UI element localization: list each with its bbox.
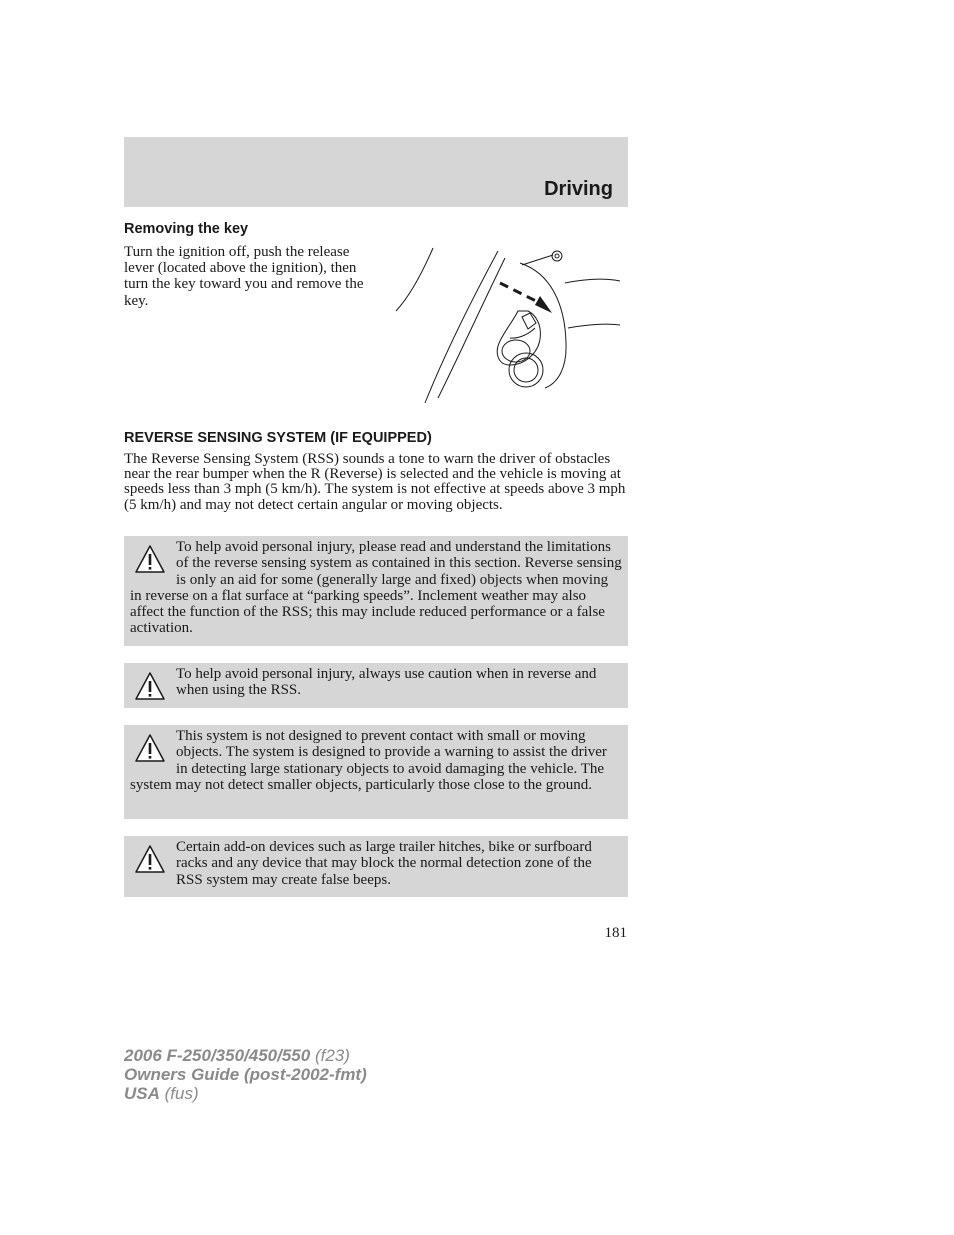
page-number: 181: [604, 925, 627, 941]
section-title: Driving: [544, 178, 613, 200]
warning-box-1: [124, 536, 628, 646]
footer-market-code: (fus): [164, 1084, 199, 1103]
ignition-key-release-illustration: [390, 243, 625, 408]
warning-triangle-icon: [134, 543, 166, 575]
warning-triangle-icon: [134, 732, 166, 764]
rss-heading: REVERSE SENSING SYSTEM (IF EQUIPPED): [124, 430, 432, 446]
warning-text-1: To help avoid personal injury, please read and understand the limitations of the reverse sensing system as contained in this section. Reverse sensing is only an aid for some (generally large and fixed) objects when moving in reverse on a flat surface at “parking speeds”. Inclement weather may also affect the function of the RSS; this may include reduced performance or a false activation.: [130, 539, 622, 637]
section-header-band: [124, 137, 628, 207]
removing-key-text: Turn the ignition off, push the release lever (located above the ignition), then turn the key toward you and remove the key.: [124, 244, 364, 309]
warning-box-4: [124, 836, 628, 897]
warning-text-4: Certain add-on devices such as large trailer hitches, bike or surfboard racks and any device that may block the normal detection zone of the RSS system may create false beeps.: [176, 839, 592, 888]
footer-line-3: [124, 1084, 367, 1103]
footer-line-2: [124, 1065, 367, 1084]
footer-model: 2006 F-250/350/450/550: [124, 1046, 311, 1065]
footer-market: USA: [124, 1084, 160, 1103]
footer-guide-title: Owners Guide (post-2002-fmt): [124, 1065, 367, 1084]
warning-box-2: [124, 663, 628, 708]
document-footer: [124, 1046, 367, 1103]
warning-text-3: This system is not designed to prevent contact with small or moving objects. The system is designed to provide a warning to assist the driver in detecting large stationary objects to avoid damaging the vehicle. The system may not detect smaller objects, particularly those close to the ground.: [130, 728, 607, 793]
rss-intro-text: The Reverse Sensing System (RSS) sounds a tone to warn the driver of obstacles near the rear bumper when the R (Reverse) is selected and the vehicle is moving at speeds less than 3 mph (5 km/h). The system is not effective at speeds above 3 mph (5 km/h) and may not detect certain angular or moving objects.: [124, 451, 626, 513]
footer-line-1: [124, 1046, 367, 1065]
warning-text-2: To help avoid personal injury, always use caution when in reverse and when using the RSS.: [176, 666, 597, 699]
warning-box-3: [124, 725, 628, 819]
warning-triangle-icon: [134, 843, 166, 875]
warning-triangle-icon: [134, 670, 166, 702]
footer-model-code: (f23): [314, 1046, 350, 1065]
removing-key-heading: Removing the key: [124, 221, 249, 237]
